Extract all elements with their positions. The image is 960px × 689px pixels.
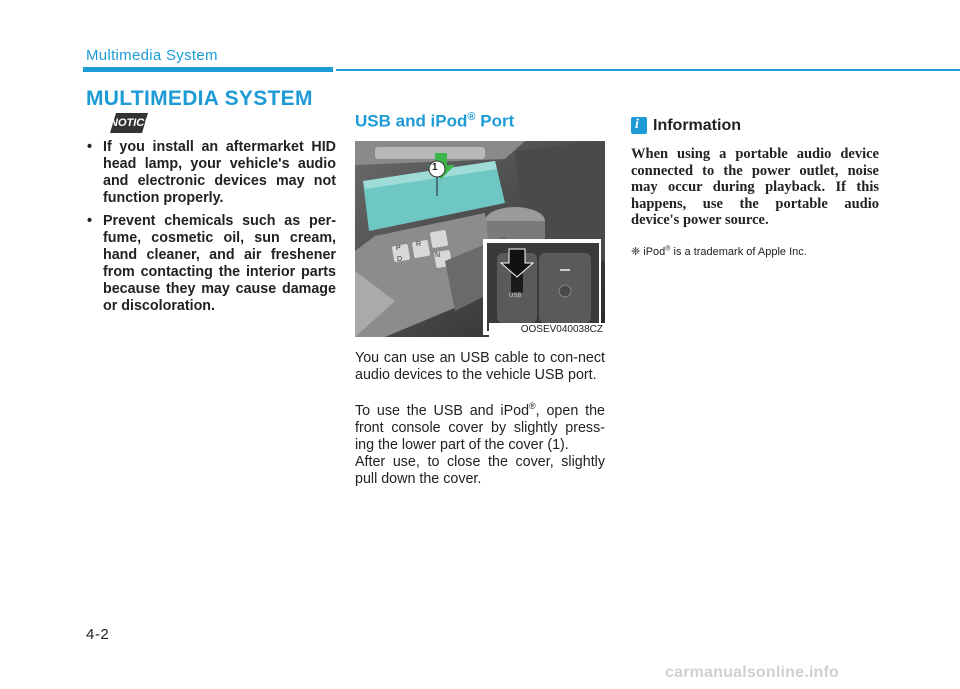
notice-item-text: Prevent chemicals such as per-fume, cosmetic oil, sun cream, hand cleaner, and air freshener from contacting the interior parts because they may cause damage or discoloration. — [103, 213, 336, 314]
usb-paragraph — [355, 403, 605, 454]
notice-label: NOTICE — [110, 117, 152, 129]
notice-list — [86, 139, 336, 321]
section-title: MULTIMEDIA SYSTEM — [86, 87, 313, 110]
usb-heading-text: USB and iPod — [355, 111, 468, 131]
info-icon-letter: i — [635, 117, 639, 132]
console-usb-figure — [355, 141, 605, 337]
usb-para-text: To use the USB and iPod — [355, 403, 530, 419]
page-number: 4-2 — [86, 626, 110, 643]
notice-item-text: If you install an aftermarket HID head lamp, your vehicle's audio and electronic devices may not function properly. — [103, 139, 336, 206]
bullet-dot: • — [87, 213, 93, 229]
usb-label: USB — [509, 293, 522, 299]
header-rule-thin — [336, 69, 960, 71]
gear-label: D — [397, 256, 403, 263]
registered-mark: ® — [467, 111, 476, 123]
notice-badge — [110, 113, 152, 133]
console-illustration — [355, 141, 605, 337]
trademark-text: is a trademark of Apple Inc. — [670, 246, 807, 258]
information-heading: Information — [653, 117, 741, 134]
header-rule-thick — [83, 67, 333, 72]
bullet-dot: • — [87, 139, 93, 155]
usb-paragraph: After use, to close the cover, slightly pull down the cover. — [355, 454, 605, 487]
registered-mark: ® — [529, 401, 536, 412]
usb-heading-suffix: Port — [475, 111, 515, 131]
notice-item — [86, 139, 336, 207]
information-body: When using a portable audio device connected to the power outlet, noise may occur during playback. If this happens, use the portable audio device's power source. — [631, 146, 879, 228]
usb-para-text: , open the front console cover by slightly press-ing the lower part of the cover (1). — [355, 403, 605, 453]
usb-port-heading — [355, 111, 514, 132]
callout-number: 1 — [432, 162, 438, 173]
figure-caption: OOSEV040038CZ — [489, 323, 605, 337]
info-icon — [631, 117, 647, 134]
gear-label: N — [435, 252, 441, 259]
trademark-text: ❈ iPod — [631, 246, 666, 258]
registered-mark: ® — [665, 245, 671, 253]
gear-label: P — [396, 245, 401, 252]
gear-label: R — [416, 241, 422, 248]
trademark-note — [631, 245, 807, 258]
info-icon-shape — [631, 117, 647, 134]
running-header: Multimedia System — [86, 47, 218, 64]
watermark: carmanualsonline.info — [665, 664, 840, 681]
notice-item — [86, 213, 336, 315]
usb-paragraph: You can use an USB cable to con-nect audio devices to the vehicle USB port. — [355, 350, 605, 383]
